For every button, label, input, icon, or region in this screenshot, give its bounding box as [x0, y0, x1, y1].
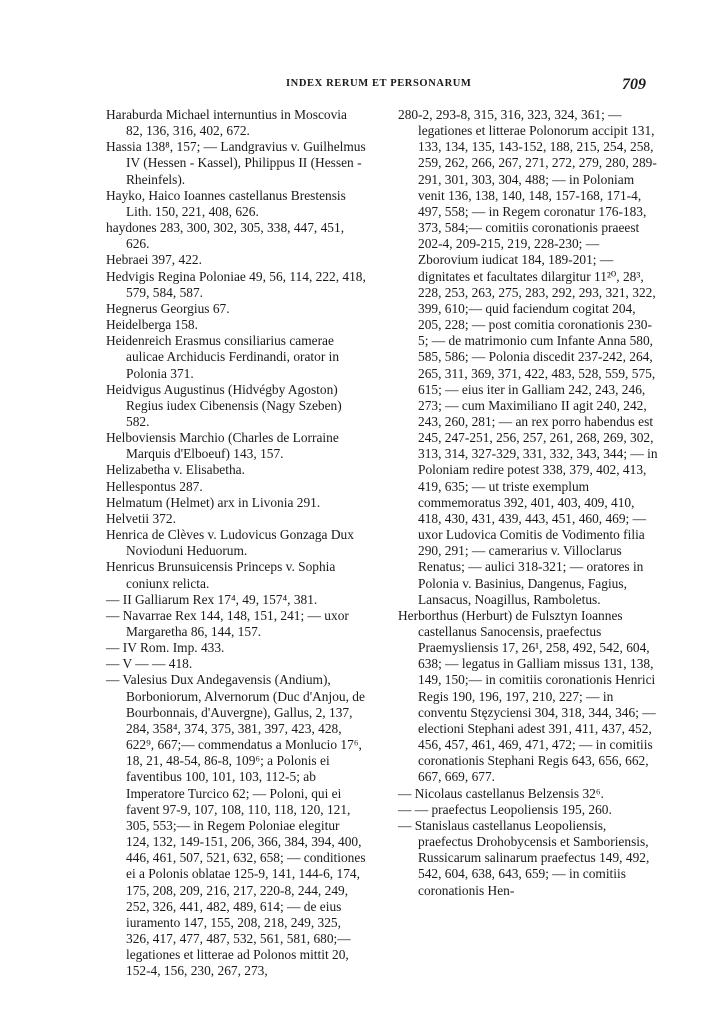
index-entry: Heidenreich Erasmus consiliarius camerae aulicae Archiducis Ferdinandi, orator in Polonia 371. — [106, 333, 340, 381]
index-entry: Hedvigis Regina Poloniae 49, 56, 114, 222, 418, 579, 584, 587. — [106, 268, 366, 300]
index-entry: 280-2, 293-8, 315, 316, 323, 324, 361; — legationes et litterae Polonorum accipit 131, 133, 134, 135, 143-152, 188, 215, 254, 258, 259, 262, 266, 267, 271, 272, 279, 280, 289-291, 301, 303, 304, 488; — in Poloniam venit 136, 138, 140, 148, 157-168, 171-4, 497, 558; — in Regem coronatur 176-183, 373, 584;— comitiis coronationis praeest 202-4, 209-215, 219, 228-230; — Zborovium iudicat 184, 189-201; — dignitates et facultates dilargitur 11²⁰, 28³, 228, 253, 263, 275, 283, 292, 293, 321, 322, 399, 610;— quid faciendum cogitat 204, 205, 228; — post comitia coronationis 230-5; — de matrimonio cum Infante Anna 580, 585, 586; — Polonia discedit 237-242, 264, 265, 311, 369, 371, 422, 483, 528, 559, 575, 615; — eius iter in Galliam 242, 243, 246, 273; — cum Maximiliano II agit 240, 242, 243, 260, 281; — an rex porro habendus est 245, 247-251, 256, 257, 261, 268, 269, 302, 313, 314, 327-329, 331, 332, 343, 344; — in Poloniam redire potest 338, 379, 402, 413, 419, 635; — ut triste exemplum commemoratus 392, 401, 403, 409, 410, 418, 430, 431, 439, 443, 451, 460, 469; — uxor Ludovica Comitis de Vodimento filia 290, 291; — camerarius v. Villoclarus Renatus; — aulici 318-321; — oratores in Polonia v. Basinius, Dangenus, Fagius, Lansacus, Noagillus, Ramboletus. — [398, 107, 658, 607]
index-entry: Haraburda Michael internuntius in Moscovia 82, 136, 316, 402, 672. — [106, 107, 347, 139]
index-entry: — — praefectus Leopoliensis 195, 260. — [398, 801, 612, 817]
index-entry: — Navarrae Rex 144, 148, 151, 241; — uxor Margaretha 86, 144, 157. — [106, 607, 349, 639]
index-entry: — IV Rom. Imp. 433. — [106, 640, 225, 656]
index-entry: Hegnerus Georgius 67. — [106, 300, 230, 316]
page-number: 709 — [622, 76, 646, 93]
index-entry: — Stanislaus castellanus Leopoliensis, praefectus Drohobycensis et Samboriensis, Russicarum salinarum praefectus 149, 492, 542, 604, 638, 643, 659; — in comitiis coronationis Hen- — [398, 817, 650, 898]
index-column-left — [106, 107, 366, 979]
index-entry: Helizabetha v. Elisabetha. — [106, 462, 245, 478]
index-entry: Hayko, Haico Ioannes castellanus Brestensis Lith. 150, 221, 408, 626. — [106, 187, 346, 219]
index-entry: Heidelberga 158. — [106, 317, 198, 333]
index-entry: — Valesius Dux Andegavensis (Andium), Borboniorum, Alvernorum (Duc d'Anjou, de Bourbonnais, d'Auvergne), Gallus, 2, 137, 284, 358⁴, 374, 375, 381, 397, 423, 428, 622⁹, 667;— commendatus a Monlucio 17⁶, 18, 21, 48-54, 86-8, 109⁶; a Polonis ei faventibus 100, 101, 103, 112-5; ab Imperatore Turcico 62; — Poloni, qui ei favent 97-9, 107, 108, 110, 118, 120, 121, 305, 553;— in Regem Poloniae elegitur 124, 132, 149-151, 206, 366, 384, 394, 400, 446, 461, 507, 521, 632, 658; — conditiones ei a Polonis oblatae 125-9, 141, 144-6, 174, 175, 208, 209, 216, 217, 220-8, 244, 249, 252, 326, 441, 482, 489, 614; — de eius iuramento 147, 155, 208, 218, 249, 325, 326, 417, 477, 487, 532, 561, 581, 680;— legationes et litterae ad Polonos mittit 20, 152-4, 156, 230, 267, 273, — [106, 672, 366, 979]
index-entry: Herborthus (Herburt) de Fulsztyn Ioannes castellanus Sanocensis, praefectus Praemysliensis 17, 26¹, 258, 492, 542, 604, 638; — legatus in Galliam missus 131, 138, 149, 150;— in comitiis coronationis Henrici Regis 190, 196, 197, 210, 227; — in conventu Stęzyciensi 304, 318, 344, 346; — electioni Stephani adest 391, 411, 437, 452, 456, 457, 461, 469, 471, 472; — in comitiis coronationis Stephani Regis 643, 656, 662, 667, 669, 677. — [398, 607, 656, 785]
index-entry: haydones 283, 300, 302, 305, 338, 447, 451, 626. — [106, 220, 345, 252]
index-entry: — V — — 418. — [106, 656, 193, 672]
index-entry: Hassia 138⁸, 157; — Landgravius v. Guilhelmus IV (Hessen - Kassel), Philippus II (Hessen - Rheinfels). — [106, 139, 366, 187]
index-entry: — Nicolaus castellanus Belzensis 32⁶. — [398, 785, 604, 801]
index-entry: — II Galliarum Rex 17⁴, 49, 157⁴, 381. — [106, 591, 318, 607]
index-entry: Heidvigus Augustinus (Hidvégby Agoston) Regius iudex Cibenensis (Nagy Szeben) 582. — [106, 381, 342, 429]
index-entry: Henricus Brunsuicensis Princeps v. Sophia coniunx relicta. — [106, 559, 336, 591]
index-entry: Hellespontus 287. — [106, 478, 203, 494]
index-entry: Hebraei 397, 422. — [106, 252, 202, 268]
index-entry: Helboviensis Marchio (Charles de Lorraine Marquis d'Elboeuf) 143, 157. — [106, 430, 339, 462]
index-entry: Henrica de Clèves v. Ludovicus Gonzaga Dux Novioduni Heduorum. — [106, 527, 354, 559]
index-entry: Helmatum (Helmet) arx in Livonia 291. — [106, 494, 321, 510]
index-entry: Helvetii 372. — [106, 510, 176, 526]
index-column-right — [398, 107, 658, 899]
running-head: INDEX RERUM ET PERSONARUM — [286, 78, 472, 89]
